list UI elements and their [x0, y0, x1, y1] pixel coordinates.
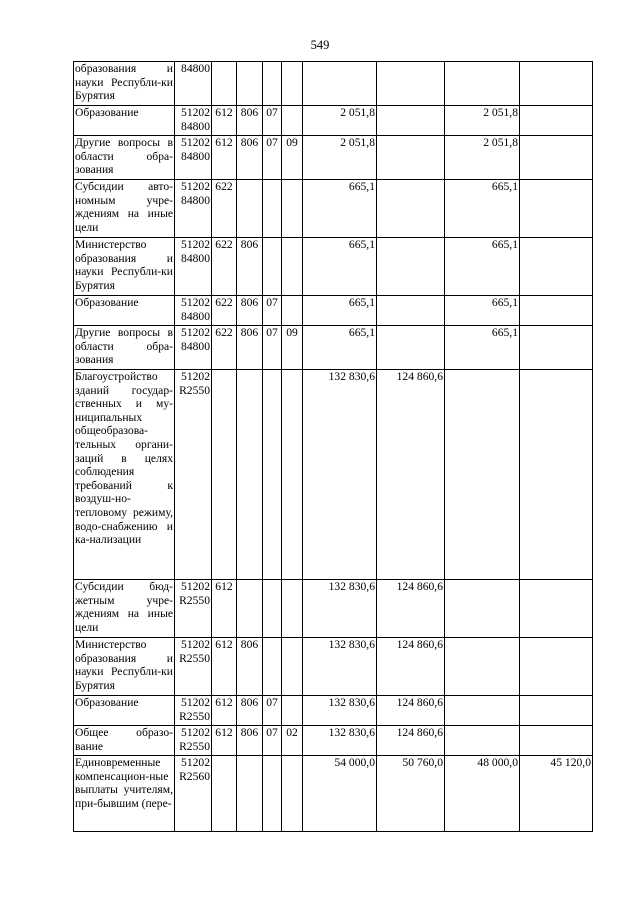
- target-article-code-cell: 51202 84800: [175, 180, 212, 238]
- sum-2-cell: [377, 180, 445, 238]
- sum-4-cell: [520, 696, 593, 726]
- table-row: [74, 62, 593, 106]
- row-name-cell: образования и науки Республи-ки Бурятия: [74, 62, 175, 106]
- expense-type-code-cell: 622: [212, 296, 237, 326]
- sum-1-cell: 132 830,6: [303, 580, 377, 638]
- expense-type-code-cell: 622: [212, 180, 237, 238]
- department-code-cell: [237, 370, 263, 580]
- sum-3-cell: [445, 580, 520, 638]
- department-code-cell: 806: [237, 296, 263, 326]
- sum-2-cell: [377, 136, 445, 180]
- table-row: [74, 580, 593, 638]
- department-code-cell: 806: [237, 106, 263, 136]
- section-code-cell: 07: [263, 106, 282, 136]
- department-code-cell: [237, 580, 263, 638]
- subsection-code-cell: 09: [282, 136, 303, 180]
- row-name-cell: Субсидии бюд-жетным учре-ждениям на иные цели: [74, 580, 175, 638]
- sum-4-cell: [520, 62, 593, 106]
- subsection-code-cell: [282, 696, 303, 726]
- sum-2-cell: 124 860,6: [377, 696, 445, 726]
- sum-1-cell: 54 000,0: [303, 756, 377, 832]
- sum-1-cell: 2 051,8: [303, 106, 377, 136]
- table-row: [74, 638, 593, 696]
- sum-2-cell: [377, 62, 445, 106]
- table-row: [74, 136, 593, 180]
- table-row: [74, 106, 593, 136]
- section-code-cell: 07: [263, 696, 282, 726]
- subsection-code-cell: [282, 580, 303, 638]
- sum-1-cell: 665,1: [303, 296, 377, 326]
- sum-3-cell: [445, 370, 520, 580]
- sum-3-cell: 2 051,8: [445, 136, 520, 180]
- sum-3-cell: 665,1: [445, 296, 520, 326]
- department-code-cell: 806: [237, 326, 263, 370]
- sum-2-cell: 124 860,6: [377, 726, 445, 756]
- table-row: [74, 726, 593, 756]
- sum-3-cell: [445, 726, 520, 756]
- subsection-code-cell: [282, 756, 303, 832]
- sum-2-cell: [377, 296, 445, 326]
- department-code-cell: 806: [237, 696, 263, 726]
- section-code-cell: [263, 370, 282, 580]
- sum-1-cell: 665,1: [303, 238, 377, 296]
- sum-3-cell: 2 051,8: [445, 106, 520, 136]
- subsection-code-cell: 09: [282, 326, 303, 370]
- subsection-code-cell: [282, 370, 303, 580]
- sum-3-cell: [445, 62, 520, 106]
- sum-4-cell: [520, 106, 593, 136]
- section-code-cell: [263, 238, 282, 296]
- department-code-cell: 806: [237, 238, 263, 296]
- target-article-code-cell: 51202 R2550: [175, 726, 212, 756]
- sum-3-cell: 665,1: [445, 326, 520, 370]
- target-article-code-cell: 51202 R2550: [175, 370, 212, 580]
- section-code-cell: [263, 638, 282, 696]
- expense-type-code-cell: 612: [212, 726, 237, 756]
- table-row: [74, 180, 593, 238]
- target-article-code-cell: 51202 R2560: [175, 756, 212, 832]
- subsection-code-cell: 02: [282, 726, 303, 756]
- target-article-code-cell: 51202 R2550: [175, 580, 212, 638]
- table-row: [74, 326, 593, 370]
- subsection-code-cell: [282, 638, 303, 696]
- sum-2-cell: 124 860,6: [377, 370, 445, 580]
- section-code-cell: 07: [263, 296, 282, 326]
- subsection-code-cell: [282, 296, 303, 326]
- sum-1-cell: 132 830,6: [303, 370, 377, 580]
- subsection-code-cell: [282, 62, 303, 106]
- row-name-cell: Единовременные компенсацион-ные выплаты учителям, при-бывшим (пере-: [74, 756, 175, 832]
- section-code-cell: 07: [263, 326, 282, 370]
- department-code-cell: 806: [237, 638, 263, 696]
- target-article-code-cell: 84800: [175, 62, 212, 106]
- sum-4-cell: 45 120,0: [520, 756, 593, 832]
- section-code-cell: [263, 756, 282, 832]
- sum-4-cell: [520, 326, 593, 370]
- department-code-cell: [237, 756, 263, 832]
- sum-1-cell: 132 830,6: [303, 638, 377, 696]
- sum-2-cell: [377, 326, 445, 370]
- department-code-cell: [237, 62, 263, 106]
- target-article-code-cell: 51202 84800: [175, 106, 212, 136]
- sum-4-cell: [520, 580, 593, 638]
- sum-1-cell: 665,1: [303, 326, 377, 370]
- subsection-code-cell: [282, 238, 303, 296]
- section-code-cell: 07: [263, 136, 282, 180]
- expense-type-code-cell: [212, 370, 237, 580]
- row-name-cell: Министерство образования и науки Республи-ки Бурятия: [74, 238, 175, 296]
- row-name-cell: Общее образо-вание: [74, 726, 175, 756]
- department-code-cell: 806: [237, 136, 263, 180]
- section-code-cell: 07: [263, 726, 282, 756]
- expense-type-code-cell: 622: [212, 326, 237, 370]
- sum-2-cell: 124 860,6: [377, 580, 445, 638]
- target-article-code-cell: 51202 84800: [175, 296, 212, 326]
- target-article-code-cell: 51202 84800: [175, 238, 212, 296]
- sum-4-cell: [520, 638, 593, 696]
- expense-type-code-cell: [212, 62, 237, 106]
- target-article-code-cell: 51202 84800: [175, 136, 212, 180]
- sum-3-cell: 665,1: [445, 238, 520, 296]
- subsection-code-cell: [282, 106, 303, 136]
- table-row: [74, 296, 593, 326]
- sum-3-cell: 48 000,0: [445, 756, 520, 832]
- sum-1-cell: 132 830,6: [303, 726, 377, 756]
- subsection-code-cell: [282, 180, 303, 238]
- section-code-cell: [263, 180, 282, 238]
- sum-3-cell: [445, 696, 520, 726]
- row-name-cell: Субсидии авто-номным учре-ждениям на иные цели: [74, 180, 175, 238]
- target-article-code-cell: 51202 R2550: [175, 638, 212, 696]
- sum-4-cell: [520, 238, 593, 296]
- row-name-cell: Образование: [74, 696, 175, 726]
- sum-4-cell: [520, 726, 593, 756]
- expense-type-code-cell: 612: [212, 638, 237, 696]
- sum-3-cell: [445, 638, 520, 696]
- department-code-cell: 806: [237, 726, 263, 756]
- table-row: [74, 696, 593, 726]
- sum-3-cell: 665,1: [445, 180, 520, 238]
- sum-4-cell: [520, 370, 593, 580]
- row-name-cell: Другие вопросы в области обра-зования: [74, 136, 175, 180]
- expense-type-code-cell: [212, 756, 237, 832]
- expense-type-code-cell: 622: [212, 238, 237, 296]
- target-article-code-cell: 51202 84800: [175, 326, 212, 370]
- row-name-cell: Другие вопросы в области обра-зования: [74, 326, 175, 370]
- expense-type-code-cell: 612: [212, 136, 237, 180]
- sum-1-cell: 665,1: [303, 180, 377, 238]
- table-row: [74, 370, 593, 580]
- sum-2-cell: 50 760,0: [377, 756, 445, 832]
- row-name-cell: Благоустройство зданий государ-ственных и му-ниципальных общеобразова-тельных органи-заций в целях соблюдения требований к воздуш-но-тепловому режиму, водо-снабжению и ка-нализации: [74, 370, 175, 580]
- sum-1-cell: 132 830,6: [303, 696, 377, 726]
- sum-4-cell: [520, 136, 593, 180]
- row-name-cell: Образование: [74, 296, 175, 326]
- expense-type-code-cell: 612: [212, 696, 237, 726]
- expense-type-code-cell: 612: [212, 580, 237, 638]
- sum-2-cell: [377, 238, 445, 296]
- budget-table: [73, 61, 593, 832]
- row-name-cell: Министерство образования и науки Республи-ки Бурятия: [74, 638, 175, 696]
- sum-4-cell: [520, 180, 593, 238]
- table-row: [74, 756, 593, 832]
- section-code-cell: [263, 62, 282, 106]
- sum-4-cell: [520, 296, 593, 326]
- table-row: [74, 238, 593, 296]
- table-body: [74, 62, 593, 832]
- sum-2-cell: 124 860,6: [377, 638, 445, 696]
- sum-1-cell: 2 051,8: [303, 136, 377, 180]
- page-number: 549: [310, 38, 330, 52]
- sum-2-cell: [377, 106, 445, 136]
- target-article-code-cell: 51202 R2550: [175, 696, 212, 726]
- sum-1-cell: [303, 62, 377, 106]
- section-code-cell: [263, 580, 282, 638]
- department-code-cell: [237, 180, 263, 238]
- row-name-cell: Образование: [74, 106, 175, 136]
- expense-type-code-cell: 612: [212, 106, 237, 136]
